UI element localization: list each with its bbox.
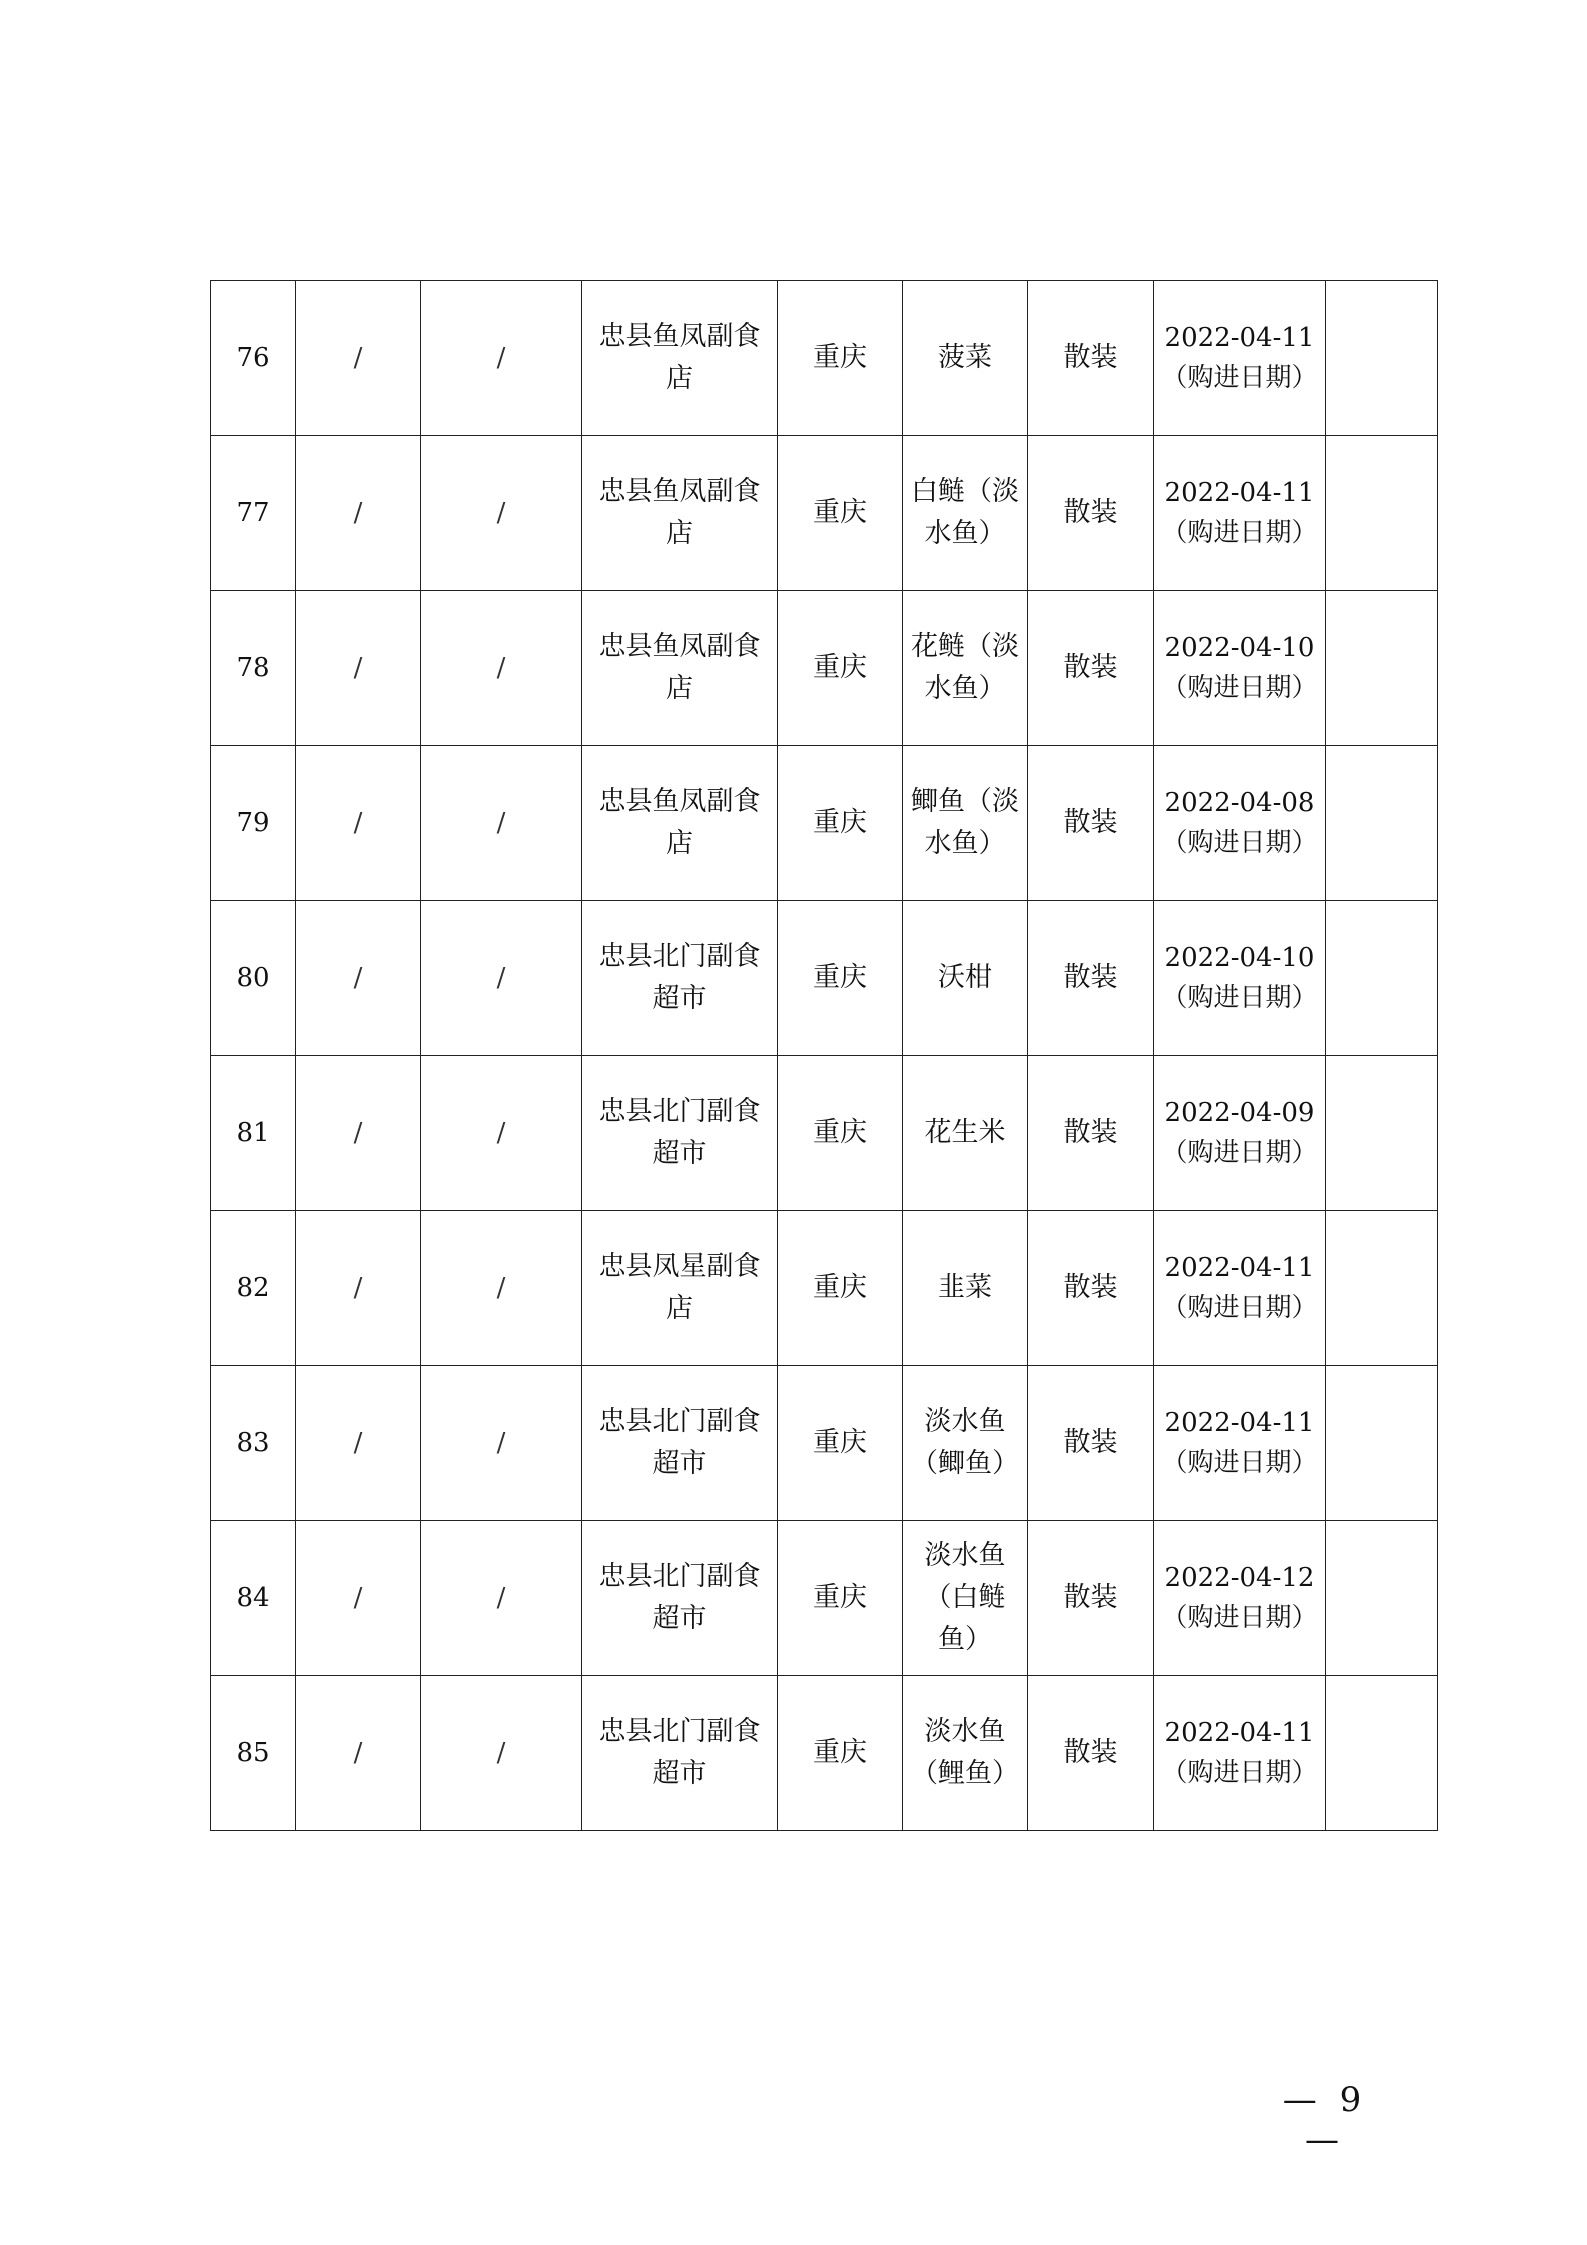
sample-name-cell: [903, 1056, 1028, 1211]
row-number-cell: [211, 436, 296, 591]
slash-mark: /: [496, 1428, 506, 1458]
purchase-date: 2022-04-11: [1164, 1718, 1315, 1748]
sampled-unit: 忠县北门副食超市: [598, 1096, 761, 1169]
purchase-date: 2022-04-08: [1164, 788, 1315, 818]
slash-mark: /: [353, 1428, 363, 1458]
region-cell: [778, 1521, 903, 1676]
purchase-date-note: （购进日期）: [1161, 363, 1318, 393]
sample-name-cell: [903, 1211, 1028, 1366]
label-manufacturer-cell: [296, 436, 421, 591]
row-number: 85: [236, 1738, 270, 1768]
region: 重庆: [813, 1582, 867, 1613]
region-cell: [778, 1056, 903, 1211]
sample-name-cell: [903, 436, 1028, 591]
region-cell: [778, 1366, 903, 1521]
row-number-cell: [211, 1676, 296, 1831]
slash-mark: /: [353, 1118, 363, 1148]
date-cell: [1154, 281, 1326, 436]
date-cell: [1154, 591, 1326, 746]
remarks-cell: [1326, 1521, 1438, 1676]
date-cell: [1154, 1366, 1326, 1521]
slash-mark: /: [496, 498, 506, 528]
table-row: [211, 591, 1438, 746]
date-cell: [1154, 901, 1326, 1056]
purchase-date-note: （购进日期）: [1161, 1603, 1318, 1633]
row-number-cell: [211, 281, 296, 436]
region: 重庆: [813, 342, 867, 373]
sampled-unit: 忠县鱼凤副食店: [598, 476, 761, 549]
purchase-date-note: （购进日期）: [1161, 673, 1318, 703]
remarks-cell: [1326, 1366, 1438, 1521]
manufacturer-address-cell: [421, 746, 582, 901]
manufacturer-address-cell: [421, 901, 582, 1056]
purchase-date-note: （购进日期）: [1161, 1448, 1318, 1478]
sampled-unit-cell: [582, 436, 778, 591]
table-row: [211, 1366, 1438, 1521]
table-row: [211, 436, 1438, 591]
date-cell: [1154, 1211, 1326, 1366]
table-row: [211, 746, 1438, 901]
slash-mark: /: [496, 963, 506, 993]
region: 重庆: [813, 1272, 867, 1303]
sampling-results-table: [210, 280, 1438, 1831]
sample-name: 韭菜: [938, 1272, 992, 1303]
slash-mark: /: [353, 1583, 363, 1613]
region-cell: [778, 591, 903, 746]
purchase-date-note: （购进日期）: [1161, 1138, 1318, 1168]
sampled-unit: 忠县鱼凤副食店: [598, 786, 761, 859]
slash-mark: /: [353, 498, 363, 528]
slash-mark: /: [496, 1118, 506, 1148]
specification-cell: [1028, 1056, 1154, 1211]
label-manufacturer-cell: [296, 1211, 421, 1366]
specification: 散装: [1063, 1272, 1118, 1303]
slash-mark: /: [496, 808, 506, 838]
specification-cell: [1028, 591, 1154, 746]
specification: 散装: [1063, 1117, 1118, 1148]
remarks-cell: [1326, 746, 1438, 901]
table-row: [211, 901, 1438, 1056]
sampled-unit: 忠县鱼凤副食店: [598, 631, 761, 704]
sampled-unit-cell: [582, 1521, 778, 1676]
remarks-cell: [1326, 281, 1438, 436]
specification-cell: [1028, 436, 1154, 591]
table-row: [211, 1056, 1438, 1211]
region-cell: [778, 1676, 903, 1831]
remarks-cell: [1326, 1676, 1438, 1831]
table-row: [211, 1676, 1438, 1831]
sample-name-cell: [903, 281, 1028, 436]
specification: 散装: [1063, 1427, 1118, 1458]
label-manufacturer-cell: [296, 1366, 421, 1521]
slash-mark: /: [353, 1738, 363, 1768]
sampled-unit-cell: [582, 1676, 778, 1831]
slash-mark: /: [353, 343, 363, 373]
purchase-date-note: （购进日期）: [1161, 983, 1318, 1013]
slash-mark: /: [353, 653, 363, 683]
purchase-date-note: （购进日期）: [1161, 828, 1318, 858]
sample-name-cell: [903, 1366, 1028, 1521]
row-number-cell: [211, 1056, 296, 1211]
region-cell: [778, 746, 903, 901]
specification-cell: [1028, 1676, 1154, 1831]
row-number-cell: [211, 746, 296, 901]
row-number: 81: [236, 1118, 270, 1148]
label-manufacturer-cell: [296, 591, 421, 746]
remarks-cell: [1326, 1211, 1438, 1366]
purchase-date: 2022-04-10: [1164, 943, 1315, 973]
region: 重庆: [813, 1737, 867, 1768]
specification-cell: [1028, 281, 1154, 436]
region: 重庆: [813, 807, 867, 838]
sample-name-cell: [903, 901, 1028, 1056]
row-number: 77: [236, 498, 270, 528]
sample-name: 沃柑: [938, 962, 992, 993]
purchase-date: 2022-04-09: [1164, 1098, 1315, 1128]
purchase-date-note: （购进日期）: [1161, 1293, 1318, 1323]
remarks-cell: [1326, 591, 1438, 746]
date-cell: [1154, 436, 1326, 591]
specification: 散装: [1063, 497, 1118, 528]
sampled-unit: 忠县凤星副食店: [598, 1251, 761, 1324]
slash-mark: /: [496, 653, 506, 683]
label-manufacturer-cell: [296, 1676, 421, 1831]
sample-name-cell: [903, 1676, 1028, 1831]
row-number: 84: [236, 1583, 270, 1613]
table-row: [211, 1211, 1438, 1366]
region: 重庆: [813, 497, 867, 528]
specification: 散装: [1063, 1737, 1118, 1768]
purchase-date: 2022-04-11: [1164, 478, 1315, 508]
table-row: [211, 281, 1438, 436]
specification-cell: [1028, 1366, 1154, 1521]
manufacturer-address-cell: [421, 1366, 582, 1521]
label-manufacturer-cell: [296, 1521, 421, 1676]
sampled-unit: 忠县北门副食超市: [598, 1406, 761, 1479]
slash-mark: /: [496, 1583, 506, 1613]
slash-mark: /: [353, 963, 363, 993]
row-number: 79: [236, 808, 270, 838]
manufacturer-address-cell: [421, 1676, 582, 1831]
purchase-date: 2022-04-10: [1164, 633, 1315, 663]
purchase-date: 2022-04-11: [1164, 1408, 1315, 1438]
sample-name: 花生米: [924, 1117, 1006, 1148]
sampled-unit: 忠县鱼凤副食店: [598, 321, 761, 394]
region-cell: [778, 436, 903, 591]
sample-name-cell: [903, 1521, 1028, 1676]
sample-name: 淡水鱼（白鲢鱼）: [924, 1540, 1006, 1655]
remarks-cell: [1326, 901, 1438, 1056]
date-cell: [1154, 746, 1326, 901]
slash-mark: /: [496, 1273, 506, 1303]
sampled-unit-cell: [582, 1211, 778, 1366]
date-cell: [1154, 1056, 1326, 1211]
row-number: 80: [236, 963, 270, 993]
purchase-date-note: （购进日期）: [1161, 518, 1318, 548]
purchase-date: 2022-04-11: [1164, 1253, 1315, 1283]
row-number: 83: [236, 1428, 270, 1458]
row-number: 78: [236, 653, 270, 683]
date-cell: [1154, 1521, 1326, 1676]
label-manufacturer-cell: [296, 1056, 421, 1211]
row-number-cell: [211, 591, 296, 746]
sampled-unit: 忠县北门副食超市: [598, 941, 761, 1014]
specification-cell: [1028, 1521, 1154, 1676]
sample-name-cell: [903, 746, 1028, 901]
sampled-unit-cell: [582, 1366, 778, 1521]
manufacturer-address-cell: [421, 281, 582, 436]
page-number: — 9 —: [1282, 2080, 1368, 2160]
region-cell: [778, 1211, 903, 1366]
sampled-unit: 忠县北门副食超市: [598, 1561, 761, 1634]
specification: 散装: [1063, 962, 1118, 993]
slash-mark: /: [496, 343, 506, 373]
specification-cell: [1028, 1211, 1154, 1366]
table-row: [211, 1521, 1438, 1676]
label-manufacturer-cell: [296, 746, 421, 901]
specification: 散装: [1063, 342, 1118, 373]
row-number-cell: [211, 1521, 296, 1676]
sampled-unit: 忠县北门副食超市: [598, 1716, 761, 1789]
sample-name-cell: [903, 591, 1028, 746]
region-cell: [778, 281, 903, 436]
sampled-unit-cell: [582, 1056, 778, 1211]
slash-mark: /: [496, 1738, 506, 1768]
sample-name: 白鲢（淡水鱼）: [911, 476, 1019, 549]
sampled-unit-cell: [582, 591, 778, 746]
specification-cell: [1028, 746, 1154, 901]
sample-name: 淡水鱼（鲤鱼）: [911, 1716, 1019, 1789]
specification: 散装: [1063, 807, 1118, 838]
remarks-cell: [1326, 1056, 1438, 1211]
remarks-cell: [1326, 436, 1438, 591]
region: 重庆: [813, 1117, 867, 1148]
purchase-date-note: （购进日期）: [1161, 1758, 1318, 1788]
manufacturer-address-cell: [421, 1056, 582, 1211]
row-number-cell: [211, 901, 296, 1056]
slash-mark: /: [353, 808, 363, 838]
label-manufacturer-cell: [296, 281, 421, 436]
date-cell: [1154, 1676, 1326, 1831]
row-number-cell: [211, 1211, 296, 1366]
sampled-unit-cell: [582, 901, 778, 1056]
manufacturer-address-cell: [421, 436, 582, 591]
row-number-cell: [211, 1366, 296, 1521]
sampled-unit-cell: [582, 746, 778, 901]
region-cell: [778, 901, 903, 1056]
sample-name: 淡水鱼（鲫鱼）: [911, 1406, 1019, 1479]
manufacturer-address-cell: [421, 591, 582, 746]
region: 重庆: [813, 962, 867, 993]
region: 重庆: [813, 652, 867, 683]
sample-name: 菠菜: [938, 342, 992, 373]
label-manufacturer-cell: [296, 901, 421, 1056]
table-body: [211, 281, 1438, 1831]
purchase-date: 2022-04-11: [1164, 323, 1315, 353]
purchase-date: 2022-04-12: [1164, 1563, 1315, 1593]
slash-mark: /: [353, 1273, 363, 1303]
manufacturer-address-cell: [421, 1211, 582, 1366]
specification: 散装: [1063, 1582, 1118, 1613]
row-number: 82: [236, 1273, 270, 1303]
specification: 散装: [1063, 652, 1118, 683]
sample-name: 鲫鱼（淡水鱼）: [911, 786, 1019, 859]
region: 重庆: [813, 1427, 867, 1458]
row-number: 76: [236, 343, 270, 373]
specification-cell: [1028, 901, 1154, 1056]
manufacturer-address-cell: [421, 1521, 582, 1676]
sampled-unit-cell: [582, 281, 778, 436]
sample-name: 花鲢（淡水鱼）: [911, 631, 1019, 704]
